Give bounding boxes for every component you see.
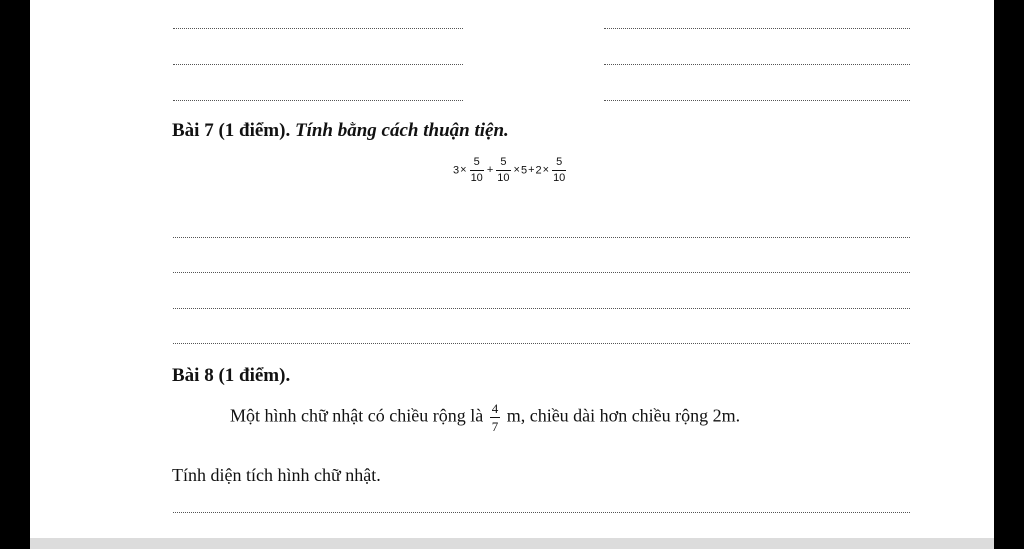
width-fraction bbox=[490, 402, 501, 433]
exercise-8-heading-text: Bài 8 (1 điểm). bbox=[172, 365, 291, 386]
sentence-before: Một hình chữ nhật có chiều rộng là bbox=[230, 405, 484, 426]
answer-line bbox=[173, 64, 463, 65]
exercise-7-points: (1 điểm). bbox=[218, 120, 291, 141]
exercise-8-question: Tính diện tích hình chữ nhật. bbox=[172, 465, 381, 485]
fraction-denominator: 10 bbox=[470, 172, 483, 184]
fraction-denominator: 10 bbox=[497, 172, 510, 184]
answer-line bbox=[604, 64, 910, 65]
page-bottom-edge bbox=[30, 538, 994, 549]
fraction-denominator: 10 bbox=[553, 172, 566, 184]
exercise-7-heading bbox=[172, 120, 509, 142]
expr-operator: × bbox=[460, 164, 467, 177]
answer-line bbox=[173, 272, 910, 273]
expr-fraction bbox=[496, 157, 510, 184]
answer-line bbox=[604, 100, 910, 101]
expr-operator: + bbox=[528, 164, 535, 177]
exercise-7-instruction: Tính bằng cách thuận tiện. bbox=[294, 120, 509, 141]
answer-line bbox=[173, 308, 910, 309]
fraction-numerator: 4 bbox=[491, 401, 499, 416]
document-page bbox=[30, 0, 994, 538]
answer-line bbox=[173, 343, 910, 344]
expr-term: 2 bbox=[535, 164, 542, 177]
answer-line bbox=[173, 512, 910, 513]
expr-fraction bbox=[470, 157, 484, 184]
answer-line bbox=[173, 100, 463, 101]
expr-operator: + bbox=[486, 164, 494, 177]
answer-line bbox=[604, 28, 910, 29]
expr-fraction bbox=[552, 157, 566, 184]
fraction-numerator: 5 bbox=[473, 156, 480, 168]
answer-line bbox=[173, 28, 463, 29]
sentence-after: m, chiều dài hơn chiều rộng 2m. bbox=[506, 405, 741, 426]
expr-term: 3 bbox=[453, 164, 460, 177]
exercise-7-number: Bài 7 bbox=[172, 120, 214, 141]
fraction-numerator: 5 bbox=[556, 156, 563, 168]
expr-operator: × bbox=[513, 164, 520, 177]
fraction-denominator: 7 bbox=[491, 419, 499, 434]
exercise-8-sentence bbox=[230, 402, 740, 433]
answer-line bbox=[173, 237, 910, 238]
exercise-8-heading bbox=[172, 365, 290, 387]
fraction-numerator: 5 bbox=[500, 156, 507, 168]
exercise-7-expression bbox=[453, 157, 568, 184]
expr-term: 5 bbox=[520, 164, 528, 177]
expr-operator: × bbox=[542, 164, 550, 177]
